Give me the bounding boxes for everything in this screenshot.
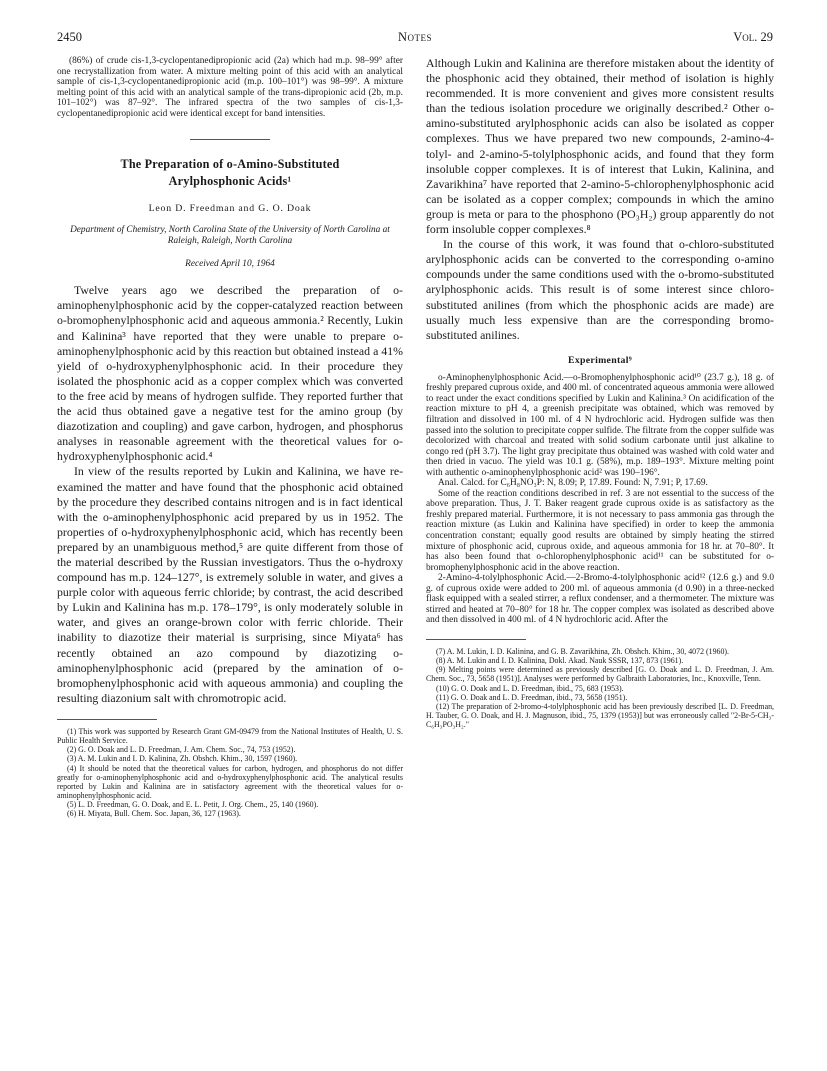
- experimental-paragraph: 2-Amino-4-tolylphosphonic Acid.—2-Bromo-4-tolylphosphonic acid¹² (12.6 g.) and 9.0 g. of cuprous oxide were added to 200 ml. of aqueous ammonia (d 0.90) in a three-necked flask equipped with a sealed stirrer, a reflux condenser, and a thermometer. The mixture was stirred and heated at 70–80° for 18 hr. The copper complex was isolated as described above and then dissolved in 400 ml. of 4 N hydrochloric acid. After the: [426, 573, 774, 626]
- body-paragraph: Twelve years ago we described the preparation of o-aminophenylphosphonic acid by the copper-catalyzed reaction between o-bromophenylphosphonic acid and aqueous ammonia.² Recently, Lukin and Kalinina³ have reported that they were unable to prepare o-aminophenylphosphonic acid by this reaction but obtained instead a 41% yield of o-hydroxyphenylphosphonic acid. In their procedure they isolated the phosphonic acid as a copper complex which was converted to the free acid by means of hydrogen sulfide. They reported further that the acid thus obtained gave a negative test for the amino group (by diazotization and coupling) and gave carbon, hydrogen, and phosphorus analyses in reasonable agreement with the theoretical values for o-hydroxyphenylphosphonic acid.⁴: [57, 283, 403, 464]
- footnote: (8) A. M. Lukin and I. D. Kalinina, Dokl. Akad. Nauk SSSR, 137, 873 (1961).: [436, 656, 684, 666]
- footnote: (10) G. O. Doak and L. D. Freedman, ibid., 75, 683 (1953).: [436, 683, 624, 693]
- journal-section: Notes: [397, 30, 433, 44]
- footnote: (2) G. O. Doak and L. D. Freedman, J. Am. Chem. Soc., 74, 753 (1952).: [67, 745, 296, 755]
- experimental-paragraph: o-Aminophenylphosphonic Acid.—o-Bromophenylphosphonic acid¹⁰ (23.7 g.), 18 g. of freshly prepared cuprous oxide, and 400 ml. of concentrated aqueous ammonia were allowed to react under the exact conditions specified by Lukin and Kalinina.³ On acidification of the reaction mixture to pH 4, a greenish precipitate was obtained, which was removed by filtration and dissolved in 100 ml. of 4 N hydrochloric acid. Hydrogen sulfide was then passed into the solution to precipitate copper sulfide. The filtrate from the copper sulfide was decolorized with charcoal and treated with solid sodium carbonate until just alkaline to congo red (pH 3.7). The light gray precipitate thus obtained was washed with cold water and then dried in vacuo. The yield was 10.1 g. (58%), m.p. 189–193°. Mixture melting point with authentic o-aminophenylphosphonic acid² was 190–196°.: [426, 372, 774, 478]
- volume-label: Vol. 29: [733, 30, 773, 44]
- received-date: Received April 10, 1964: [185, 259, 275, 270]
- previous-article-text: (86%) of crude cis-1,3-cyclopentanedipropionic acid (2a) which had m.p. 98–99° after one recrystallization from water. A mixture melting point of this acid with an analytical sample of cis-1,3-cyclopentanedipropionic acid (m.p. 100–101°) was 98–99°. A mixture melting point of this acid with an analytical sample of the trans-dipropionic acid (2b, m.p. 101–102°) was 87–92°. The infrared spectra of the two samples of cis-1,3-cyclopentanedipropionic acid were identical except for band intensities.: [57, 56, 403, 119]
- footnote: (7) A. M. Lukin, I. D. Kalinina, and G. B. Zavarikhina, Zh. Obshch. Khim., 30, 4072 (1960).: [436, 646, 730, 656]
- left-column: [57, 56, 403, 818]
- authors: Leon D. Freedman and G. O. Doak: [148, 203, 312, 215]
- affiliation: Department of Chemistry, North Carolina State of the University of North Carolina at Raleigh, Raleigh, North Carolina: [70, 225, 390, 247]
- experimental-paragraph: Some of the reaction conditions described in ref. 3 are not essential to the success of the above preparation. Thus, J. T. Baker reagent grade cuprous oxide is as satisfactory as the freshly prepared material. Furthermore, it is not necessary to pass ammonia gas through the reaction mixture (as Lukin and Kalinina have specified) in order to keep the ammonia concentration constant; equally good results are obtained by simply heating the stirred mixture of phosphonic acid, cuprous oxide, and aqueous ammonia for 18 hr. at 70–80°. It has also been found that o-chlorophenylphosphonic acid¹¹ can be substituted for o-bromophenylphosphonic acid in the above reaction.: [426, 488, 774, 573]
- running-header: [57, 30, 773, 46]
- analysis-line: Anal. Calcd. for C₆H₈NO₃P: N, 8.09; P, 17.89. Found: N, 7.91; P, 17.69.: [438, 478, 708, 489]
- body-paragraph: In the course of this work, it was found that o-chloro-substituted arylphosphonic acids can be converted to the corresponding o-amino compounds under the same conditions used with the o-bromo-substituted arylphosphonic acids. This result is of some interest since chloro-substituted anilines (from which the phosphonic acids are made) are usually much less expensive than are the corresponding bromo-substituted anilines.: [426, 237, 774, 342]
- right-column: [426, 56, 774, 729]
- footnote: (11) G. O. Doak and L. D. Freedman, ibid., 73, 5658 (1951).: [436, 692, 628, 702]
- footnote: (12) The preparation of 2-bromo-4-tolylphosphonic acid has been previously described [L. D. Freedman, H. Tauber, G. O. Doak, and H. J. Magnuson, ibid., 75, 1379 (1953)] but was erroneously called "2-Br-5-CH₃-C₆H₃PO₃H₂.": [426, 701, 774, 730]
- footnote: (3) A. M. Lukin and I. D. Kalinina, Zh. Obshch. Khim., 30, 1597 (1960).: [67, 754, 298, 764]
- footnote: (4) It should be noted that the theoretical values for carbon, hydrogen, and phosphorus do not differ greatly for o-aminophenylphosphonic acid and o-hydroxyphenylphosphonic acid. The analytical results reported by Lukin and Kalinina are in satisfactory agreement with the theoretical values for o-aminophenylphosphonic acid.: [57, 763, 403, 800]
- article-separator: [190, 139, 270, 140]
- article-title-line-1: The Preparation of o-Amino-Substituted: [120, 157, 340, 172]
- footnote: (5) L. D. Freedman, G. O. Doak, and E. L. Petit, J. Org. Chem., 25, 140 (1960).: [67, 800, 319, 810]
- footnote: (9) Melting points were determined as previously described [G. O. Doak and L. D. Freedman, J. Am. Chem. Soc., 73, 5658 (1951)]. Analyses were performed by Galbraith Laboratories, Inc., Knoxville, Tenn.: [426, 665, 774, 684]
- footnote: (6) H. Miyata, Bull. Chem. Soc. Japan, 36, 127 (1963).: [67, 809, 241, 819]
- body-paragraph: Although Lukin and Kalinina are therefore mistaken about the identity of the phosphonic acid they obtained, their method of isolation is highly recommended. It is more convenient and gives more consistent results than the tedious isolation procedure we originally described.² Other o-amino-substituted arylphosphonic acids can also be isolated as copper complexes. Thus we have prepared two new compounds, 2-amino-4-tolyl- and 2-amino-5-tolylphosphonic acids, and found that they form insoluble copper complexes. It is of interest that Lukin, Kalinina, and Zavarikhina⁷ have reported that 2-amino-5-chlorophenylphosphonic acid can be isolated as a copper complex; compounds in which the amino group is meta or para to the phosphono (PO₃H₂) group apparently do not form insoluble copper complexes.⁸: [426, 56, 774, 237]
- footnote-rule: [426, 639, 526, 640]
- footnote: (1) This work was supported by Research Grant GM-09479 from the National Institutes of Health, U. S. Public Health Service.: [57, 726, 403, 746]
- body-paragraph: In view of the results reported by Lukin and Kalinina, we have re-examined the matter and have found that the phosphonic acid obtained by the procedure they described contains nitrogen and is in fact identical with the o-aminophenylphosphonic acid prepared by us in 1952. The properties of o-hydroxyphenylphosphonic acid, which has recently been prepared by an unambiguous method,⁵ are quite different from those of the material described by the Russian investigators. Thus the o-hydroxy compound has m.p. 124–127°, is extremely soluble in water, and gives a purple color with aqueous ferric chloride; by contrast, the acid described by Lukin and Kalinina has m.p. 178–179°, is only moderately soluble in water, and gives an orange-brown color with ferric chloride. Their inability to diazotize their material is surprising, since Miyata⁶ has recently obtained an azo compound by diazotizing o-aminophenylphosphonic acid (prepared by the amination of o-bromophenylphosphonic acid with aqueous ammonia) and coupling the resulting diazonium salt with chromotropic acid.: [57, 464, 403, 705]
- page-number: 2450: [57, 30, 82, 44]
- article-title-line-2: Arylphosphonic Acids¹: [168, 174, 292, 189]
- experimental-heading: Experimental⁹: [568, 354, 632, 366]
- footnote-rule: [57, 719, 157, 720]
